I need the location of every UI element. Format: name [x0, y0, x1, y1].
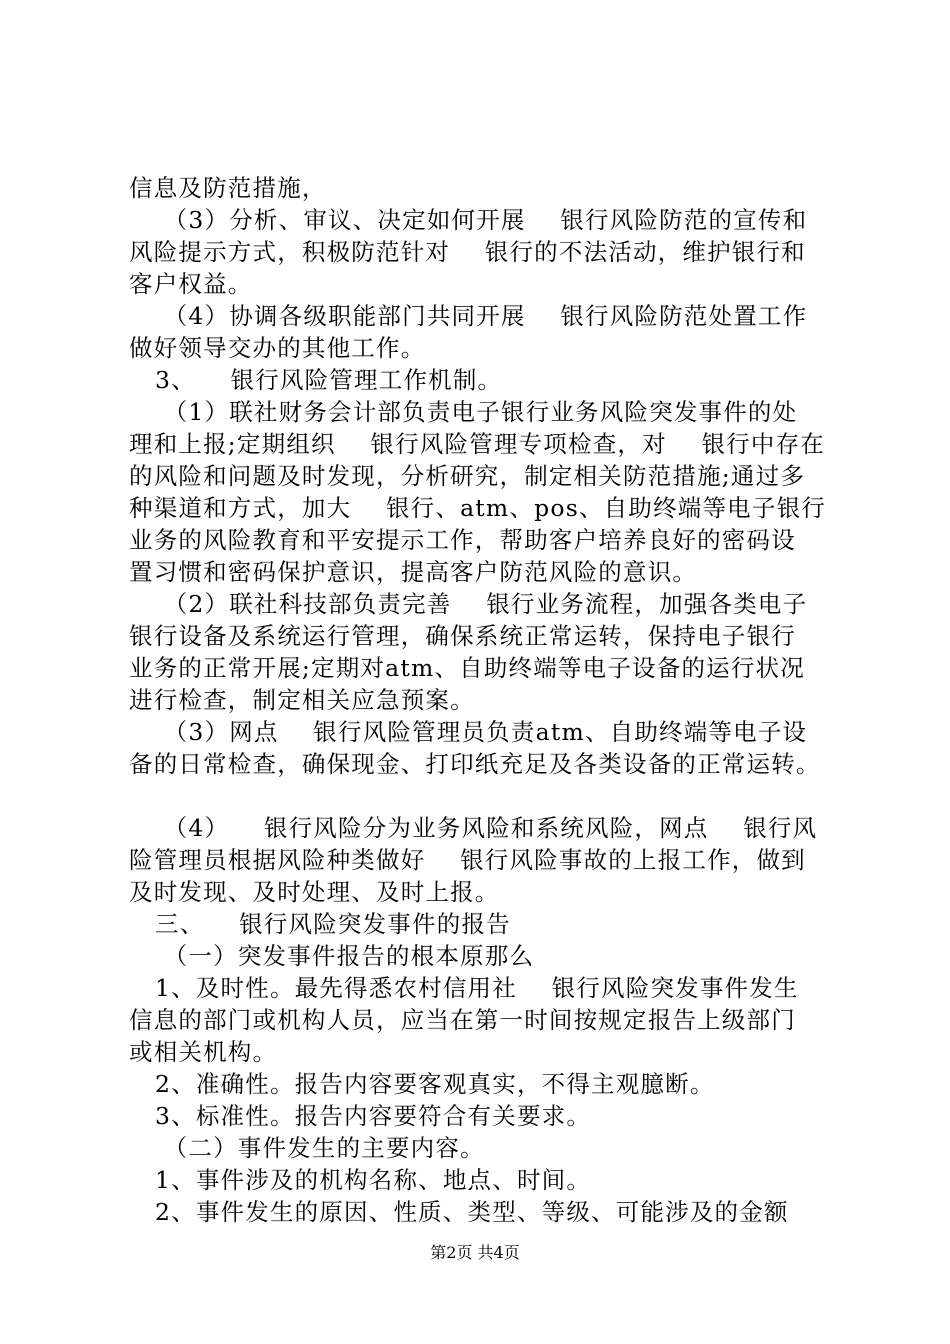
- sub-heading: （一）突发事件报告的根本原那么: [129, 942, 535, 970]
- body-line-19: 备的日常检查，确保现金、打印纸充足及各类设备的正常运转。: [129, 750, 821, 778]
- body-line-32: 2、事件发生的原因、性质、类型、等级、可能涉及的金额: [129, 1198, 789, 1226]
- body-line-21: 险管理员根据风险种类做好 银行风险事故的上报工作，做到: [129, 846, 806, 874]
- body-line-15: 银行设备及系统运行管理，确保系统正常运转，保持电子银行: [129, 622, 796, 650]
- body-line-5: （4）协调各级职能部门共同开展 银行风险防范处置工作: [129, 302, 808, 330]
- body-line-22: 及时发现、及时处理、及时上报。: [129, 878, 500, 906]
- body-line-2: （3）分析、审议、决定如何开展 银行风险防范的宣传和: [129, 206, 808, 234]
- body-line-26: 信息的部门或机构人员，应当在第一时间按规定报告上级部门: [129, 1006, 796, 1034]
- body-line-6: 做好领导交办的其他工作。: [129, 334, 426, 362]
- body-line-9: 理和上报;定期组织 银行风险管理专项检查，对 银行中存在: [129, 430, 825, 458]
- body-line-31: 1、事件涉及的机构名称、地点、时间。: [129, 1166, 592, 1194]
- body-line-10: 的风险和问题及时发现，分析研究，制定相关防范措施;通过多: [129, 462, 806, 490]
- body-line-14: （2）联社科技部负责完善 银行业务流程，加强各类电子: [129, 590, 808, 618]
- section-heading: 三、 银行风险突发事件的报告: [129, 910, 511, 938]
- body-line-20: （4） 银行风险分为业务风险和系统风险，网点 银行风: [129, 814, 818, 842]
- body-line-12: 业务的风险教育和平安提示工作，帮助客户培养良好的密码设: [129, 526, 796, 554]
- body-line-25: 1、及时性。最先得悉农村信用社 银行风险突发事件发生: [129, 974, 799, 1002]
- body-line-28: 2、准确性。报告内容要客观真实，不得主观臆断。: [129, 1070, 715, 1098]
- page-number-footer: 第2页 共4页: [430, 1243, 520, 1262]
- body-line-1: 信息及防范措施，: [129, 174, 327, 202]
- body-line-13: 置习惯和密码保护意识，提高客户防范风险的意识。: [129, 558, 698, 586]
- body-line-3: 风险提示方式，积极防范针对 银行的不法活动，维护银行和: [129, 238, 806, 266]
- section-heading: 3、 银行风险管理工作机制。: [129, 366, 503, 394]
- sub-heading: （二）事件发生的主要内容。: [129, 1134, 485, 1162]
- body-line-4: 客户权益。: [129, 270, 253, 298]
- body-line-8: （1）联社财务会计部负责电子银行业务风险突发事件的处: [129, 398, 798, 426]
- body-line-29: 3、标准性。报告内容要符合有关要求。: [129, 1102, 592, 1130]
- body-line-27: 或相关机构。: [129, 1038, 278, 1066]
- body-line-17: 进行检查，制定相关应急预案。: [129, 686, 475, 714]
- body-line-18: （3）网点 银行风险管理员负责atm、自助终端等电子设: [129, 718, 808, 746]
- body-line-16: 业务的正常开展;定期对atm、自助终端等电子设备的运行状况: [129, 654, 805, 682]
- body-line-11: 种渠道和方式，加大 银行、atm、pos、自助终端等电子银行: [129, 494, 826, 522]
